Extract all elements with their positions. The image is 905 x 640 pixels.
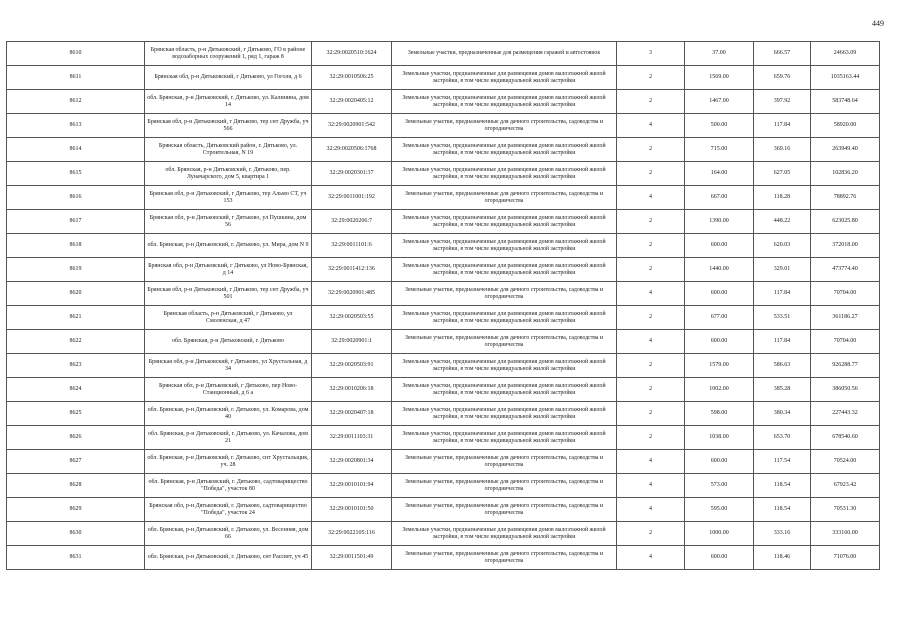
land-use-cell: Земельные участки, предназначенные для размещения домов малоэтажной жилой застройки, в том числе индивидуальной жилой застройки [392,522,617,546]
area-cell: 1002.00 [685,378,754,402]
cadastral-number-cell: 32:29:0010506:25 [312,66,392,90]
page-number: 449 [872,19,884,28]
land-use-cell: Земельные участки, предназначенные для размещения домов малоэтажной жилой застройки, в том числе индивидуальной жилой застройки [392,258,617,282]
area-cell: 500.00 [685,114,754,138]
area-cell: 600.00 [685,450,754,474]
land-use-cell: Земельные участки, предназначенные для размещения домов малоэтажной жилой застройки, в том числе индивидуальной жилой застройки [392,90,617,114]
table-body [7,42,880,570]
cadastral-value-cell: 70704.00 [811,330,880,354]
address-cell: Брянская обл, р-н Дятьковский, г. Дятьково, садтоварищество "Победа", участок 24 [145,498,312,522]
table-row [7,378,880,402]
land-use-cell: Земельные участки, предназначенные для размещения домов малоэтажной жилой застройки, в том числе индивидуальной жилой застройки [392,306,617,330]
category-code-cell: 2 [617,378,685,402]
area-cell: 600.00 [685,546,754,570]
cadastral-value-cell: 78892.76 [811,186,880,210]
area-cell: 595.00 [685,498,754,522]
row-number-cell: 8623 [7,354,145,378]
address-cell: Брянская область, р-н Дятьковский, г Дятьково, ул Смоленская, д 47 [145,306,312,330]
specific-value-cell: 620.03 [754,234,811,258]
address-cell: обл. Брянская, р-н Дятьковский, г. Дятьково, пер. Луначарского, дом 5, квартира 1 [145,162,312,186]
cadastral-number-cell: 32:29:0020407:18 [312,402,392,426]
cadastral-number-cell: 32:29:0020901:485 [312,282,392,306]
row-number-cell: 8620 [7,282,145,306]
table-row [7,426,880,450]
address-cell: Брянская область, р-н Дятьковский, г Дятьково, ГО в районе водозаборных сооружений 1, ряд 1, гараж 8 [145,42,312,66]
specific-value-cell: 118.28 [754,186,811,210]
cadastral-value-cell: 71076.00 [811,546,880,570]
category-code-cell: 2 [617,162,685,186]
cadastral-number-cell: 32:29:0022105:116 [312,522,392,546]
cadastral-value-cell: 227443.32 [811,402,880,426]
table-row [7,354,880,378]
cadastral-number-cell: 32:29:0011101:6 [312,234,392,258]
area-cell: 600.00 [685,282,754,306]
table-row [7,234,880,258]
area-cell: 1569.00 [685,66,754,90]
address-cell: обл. Брянская, р-н Дятьковский, г. Дятьково, ул. Мира, дом N 9 [145,234,312,258]
cadastral-value-cell: 24663.09 [811,42,880,66]
specific-value-cell: 653.70 [754,426,811,450]
cadastral-number-cell: 32:29:0020206:7 [312,210,392,234]
cadastral-number-cell: 32:29:0020901:542 [312,114,392,138]
row-number-cell: 8615 [7,162,145,186]
address-cell: обл. Брянская, р-н Дятьковский, г. Дятьково, ул. Калинина, дом 14 [145,90,312,114]
cadastral-value-cell: 473774.40 [811,258,880,282]
cadastral-value-cell: 678540.60 [811,426,880,450]
row-number-cell: 8621 [7,306,145,330]
row-number-cell: 8631 [7,546,145,570]
specific-value-cell: 627.05 [754,162,811,186]
address-cell: Брянская обл, р-н Дятьковский, г Дятьково, ул Пушкина, дом 56 [145,210,312,234]
category-code-cell: 4 [617,330,685,354]
category-code-cell: 2 [617,138,685,162]
address-cell: обл. Брянская, р-н Дятьковский, г. Дятьково, снт Рассвет, уч 45 [145,546,312,570]
specific-value-cell: 666.57 [754,42,811,66]
address-cell: Брянская обл, р-н Дятьковский, г Дятьково, пер Ново-Станционный, д 6 а [145,378,312,402]
land-use-cell: Земельные участки, предназначенные для дачного строительства, садоводства и огородничества [392,546,617,570]
address-cell: обл. Брянская, р-н Дятьковский, г. Дятьково, ул. Качалова, дом 21 [145,426,312,450]
land-use-cell: Земельные участки, предназначенные для размещения домов малоэтажной жилой застройки, в том числе индивидуальной жилой застройки [392,402,617,426]
specific-value-cell: 117.54 [754,450,811,474]
area-cell: 1000.00 [685,522,754,546]
cadastral-value-cell: 263949.40 [811,138,880,162]
area-cell: 715.00 [685,138,754,162]
cadastral-value-cell: 623025.80 [811,210,880,234]
row-number-cell: 8628 [7,474,145,498]
specific-value-cell: 586.63 [754,354,811,378]
cadastral-value-cell: 102836.20 [811,162,880,186]
address-cell: Брянская обл, р-н Дятьковский, г Дятьково, ул Хрустальная, д 34 [145,354,312,378]
table-row [7,162,880,186]
cadastral-number-cell: 32:29:0020405:12 [312,90,392,114]
cadastral-number-cell: 32:29:0010206:18 [312,378,392,402]
land-registry-table [6,41,880,570]
area-cell: 37.00 [685,42,754,66]
area-cell: 1467.00 [685,90,754,114]
specific-value-cell: 333.16 [754,522,811,546]
row-number-cell: 8618 [7,234,145,258]
row-number-cell: 8624 [7,378,145,402]
cadastral-number-cell: 32:29:0020503:91 [312,354,392,378]
address-cell: Брянская обл, р-н Дятьковский, г Дятьково, ул Гоголя, д 6 [145,66,312,90]
row-number-cell: 8629 [7,498,145,522]
category-code-cell: 2 [617,210,685,234]
cadastral-value-cell: 372018.00 [811,234,880,258]
land-use-cell: Земельные участки, предназначенные для размещения домов малоэтажной жилой застройки, в том числе индивидуальной жилой застройки [392,66,617,90]
row-number-cell: 8626 [7,426,145,450]
cadastral-value-cell: 70531.30 [811,498,880,522]
cadastral-number-cell: 32:29:0011103:31 [312,426,392,450]
table-row [7,474,880,498]
category-code-cell: 4 [617,546,685,570]
cadastral-number-cell: 32:29:0020506:1768 [312,138,392,162]
cadastral-value-cell: 333160.00 [811,522,880,546]
category-code-cell: 2 [617,522,685,546]
cadastral-value-cell: 58920.00 [811,114,880,138]
land-use-cell: Земельные участки, предназначенные для размещения гаражей и автостоянок [392,42,617,66]
cadastral-number-cell: 32:29:0020510:1624 [312,42,392,66]
area-cell: 164.00 [685,162,754,186]
cadastral-value-cell: 583748.64 [811,90,880,114]
address-cell: обл. Брянская, р-н Дятьковский, г. Дятьково, ул. Весенняя, дом 66 [145,522,312,546]
specific-value-cell: 659.76 [754,66,811,90]
land-use-cell: Земельные участки, предназначенные для дачного строительства, садоводства и огородничества [392,282,617,306]
land-use-cell: Земельные участки, предназначенные для дачного строительства, садоводства и огородничества [392,450,617,474]
specific-value-cell: 118.54 [754,474,811,498]
cadastral-number-cell: 32:29:0020301:37 [312,162,392,186]
address-cell: Брянская обл, р-н Дятьковский, г Дятьково, тер Альмо СТ, уч 153 [145,186,312,210]
cadastral-number-cell: 32:29:0010101:94 [312,474,392,498]
land-use-cell: Земельные участки, предназначенные для дачного строительства, садоводства и огородничества [392,498,617,522]
land-use-cell: Земельные участки, предназначенные для дачного строительства, садоводства и огородничества [392,114,617,138]
cadastral-value-cell: 386050.56 [811,378,880,402]
row-number-cell: 8611 [7,66,145,90]
land-use-cell: Земельные участки, предназначенные для размещения домов малоэтажной жилой застройки, в том числе индивидуальной жилой застройки [392,426,617,450]
cadastral-value-cell: 70524.00 [811,450,880,474]
cadastral-value-cell: 926288.77 [811,354,880,378]
land-use-cell: Земельные участки, предназначенные для дачного строительства, садоводства и огородничества [392,186,617,210]
area-cell: 600.00 [685,330,754,354]
land-use-cell: Земельные участки, предназначенные для размещения домов малоэтажной жилой застройки, в том числе индивидуальной жилой застройки [392,234,617,258]
category-code-cell: 4 [617,474,685,498]
land-use-cell: Земельные участки, предназначенные для размещения домов малоэтажной жилой застройки, в том числе индивидуальной жилой застройки [392,138,617,162]
area-cell: 598.00 [685,402,754,426]
category-code-cell: 2 [617,258,685,282]
cadastral-value-cell: 361186.27 [811,306,880,330]
table-row [7,66,880,90]
category-code-cell: 3 [617,42,685,66]
table-row [7,42,880,66]
category-code-cell: 2 [617,66,685,90]
land-use-cell: Земельные участки, предназначенные для размещения домов малоэтажной жилой застройки, в том числе индивидуальной жилой застройки [392,210,617,234]
address-cell: обл. Брянская, р-н Дятьковский, г. Дятьково [145,330,312,354]
specific-value-cell: 117.84 [754,282,811,306]
cadastral-value-cell: 67923.42 [811,474,880,498]
specific-value-cell: 380.34 [754,402,811,426]
address-cell: Брянская обл, р-н Дятьковский, г Дятьково, ул Ново-Брянская, д 14 [145,258,312,282]
table-row [7,330,880,354]
specific-value-cell: 118.54 [754,498,811,522]
table-row [7,138,880,162]
category-code-cell: 2 [617,354,685,378]
category-code-cell: 4 [617,450,685,474]
cadastral-value-cell: 1035163.44 [811,66,880,90]
cadastral-number-cell: 32:29:0011412:136 [312,258,392,282]
category-code-cell: 2 [617,426,685,450]
row-number-cell: 8614 [7,138,145,162]
specific-value-cell: 533.51 [754,306,811,330]
land-use-cell: Земельные участки, предназначенные для размещения домов малоэтажной жилой застройки, в том числе индивидуальной жилой застройки [392,378,617,402]
table-row [7,114,880,138]
area-cell: 1579.00 [685,354,754,378]
category-code-cell: 4 [617,186,685,210]
table-row [7,498,880,522]
table-row [7,522,880,546]
row-number-cell: 8612 [7,90,145,114]
area-cell: 600.00 [685,234,754,258]
land-use-cell: Земельные участки, предназначенные для размещения домов малоэтажной жилой застройки, в том числе индивидуальной жилой застройки [392,354,617,378]
land-use-cell: Земельные участки, предназначенные для дачного строительства, садоводства и огородничества [392,330,617,354]
cadastral-value-cell: 70704.00 [811,282,880,306]
specific-value-cell: 117.84 [754,330,811,354]
row-number-cell: 8630 [7,522,145,546]
row-number-cell: 8610 [7,42,145,66]
cadastral-number-cell: 32:29:0020801:34 [312,450,392,474]
cadastral-number-cell: 32:29:0020901:1 [312,330,392,354]
category-code-cell: 4 [617,114,685,138]
table-row [7,210,880,234]
area-cell: 573.00 [685,474,754,498]
row-number-cell: 8619 [7,258,145,282]
specific-value-cell: 369.16 [754,138,811,162]
row-number-cell: 8622 [7,330,145,354]
category-code-cell: 2 [617,90,685,114]
specific-value-cell: 385.28 [754,378,811,402]
cadastral-number-cell: 32:29:0011501:49 [312,546,392,570]
specific-value-cell: 117.84 [754,114,811,138]
specific-value-cell: 397.92 [754,90,811,114]
table-row [7,402,880,426]
category-code-cell: 4 [617,282,685,306]
specific-value-cell: 329.01 [754,258,811,282]
category-code-cell: 4 [617,498,685,522]
table-row [7,258,880,282]
area-cell: 1038.00 [685,426,754,450]
address-cell: обл. Брянская, р-н Дятьковский, г. Дятьково, снт Хрустальщик, уч. 28 [145,450,312,474]
row-number-cell: 8627 [7,450,145,474]
row-number-cell: 8613 [7,114,145,138]
address-cell: обл. Брянская, р-н Дятьковский, г. Дятьково, ул. Комарова, дом 40 [145,402,312,426]
table-row [7,186,880,210]
cadastral-number-cell: 32:29:0010101:50 [312,498,392,522]
table-row [7,546,880,570]
area-cell: 1390.00 [685,210,754,234]
table-row [7,306,880,330]
area-cell: 667.00 [685,186,754,210]
category-code-cell: 2 [617,234,685,258]
cadastral-number-cell: 32:29:0020503:55 [312,306,392,330]
address-cell: Брянская область, Дятьковский район, г. Дятьково, ул. Строительная, N 19 [145,138,312,162]
area-cell: 677.00 [685,306,754,330]
address-cell: Брянская обл, р-н Дятьковский, г Дятьково, тер снт Дружба, уч 566 [145,114,312,138]
row-number-cell: 8617 [7,210,145,234]
row-number-cell: 8625 [7,402,145,426]
table-row [7,90,880,114]
specific-value-cell: 118.46 [754,546,811,570]
row-number-cell: 8616 [7,186,145,210]
area-cell: 1440.00 [685,258,754,282]
address-cell: обл. Брянская, р-н Дятьковский, г. Дятьково, садтоварищество "Победа", участок 80 [145,474,312,498]
category-code-cell: 2 [617,306,685,330]
address-cell: Брянская обл, р-н Дятьковский, г Дятьково, тер снт Дружба, уч 501 [145,282,312,306]
cadastral-number-cell: 32:29:0011001:192 [312,186,392,210]
land-use-cell: Земельные участки, предназначенные для размещения домов малоэтажной жилой застройки, в том числе индивидуальной жилой застройки [392,162,617,186]
table-row [7,282,880,306]
table-row [7,450,880,474]
specific-value-cell: 448.22 [754,210,811,234]
land-use-cell: Земельные участки, предназначенные для дачного строительства, садоводства и огородничества [392,474,617,498]
category-code-cell: 2 [617,402,685,426]
